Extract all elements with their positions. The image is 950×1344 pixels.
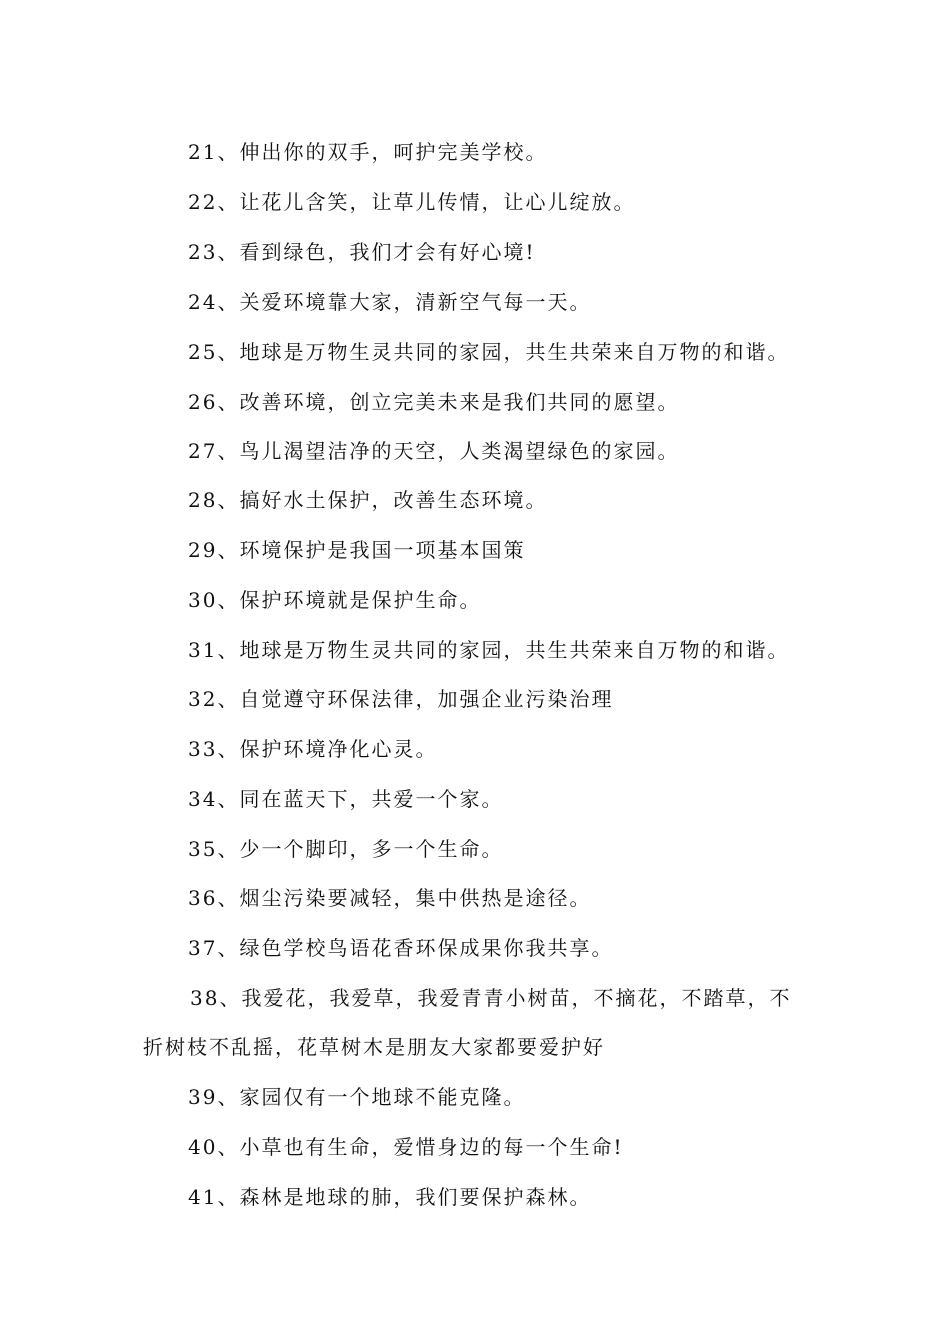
slogan-29: 29、环境保护是我国一项基本国策 [188, 538, 526, 562]
slogan-22: 22、让花儿含笑，让草儿传情，让心儿绽放。 [188, 190, 636, 214]
slogan-38-line-1: 38、我爱花，我爱草，我爱青青小树苗，不摘花，不踏草，不 [190, 986, 792, 1010]
slogan-39: 39、家园仅有一个地球不能克隆。 [188, 1085, 526, 1109]
slogan-30: 30、保护环境就是保护生命。 [188, 588, 482, 612]
slogan-40: 40、小草也有生命，爱惜身边的每一个生命! [188, 1135, 624, 1159]
slogan-24: 24、关爱环境靠大家，清新空气每一天。 [188, 290, 592, 314]
slogan-21: 21、伸出你的双手，呵护完美学校。 [188, 140, 548, 164]
slogan-41: 41、森林是地球的肺，我们要保护森林。 [188, 1185, 592, 1209]
slogan-27: 27、鸟儿渴望洁净的天空，人类渴望绿色的家园。 [188, 439, 680, 463]
slogan-37: 37、绿色学校鸟语花香环保成果你我共享。 [188, 936, 614, 960]
slogan-23: 23、看到绿色，我们才会有好心境! [188, 240, 536, 264]
slogan-35: 35、少一个脚印，多一个生命。 [188, 837, 504, 861]
slogan-34: 34、同在蓝天下，共爱一个家。 [188, 787, 504, 811]
slogan-31: 31、地球是万物生灵共同的家园，共生共荣来自万物的和谐。 [188, 638, 790, 662]
slogan-38-line-2: 折树枝不乱摇，花草树木是朋友大家都要爱护好 [143, 1035, 605, 1059]
slogan-28: 28、搞好水土保护，改善生态环境。 [188, 488, 548, 512]
slogan-25: 25、地球是万物生灵共同的家园，共生共荣来自万物的和谐。 [188, 340, 790, 364]
slogan-36: 36、烟尘污染要减轻，集中供热是途径。 [188, 886, 592, 910]
slogan-26: 26、改善环境，创立完美未来是我们共同的愿望。 [188, 390, 680, 414]
slogan-33: 33、保护环境净化心灵。 [188, 737, 438, 761]
slogan-32: 32、自觉遵守环保法律，加强企业污染治理 [188, 687, 614, 711]
